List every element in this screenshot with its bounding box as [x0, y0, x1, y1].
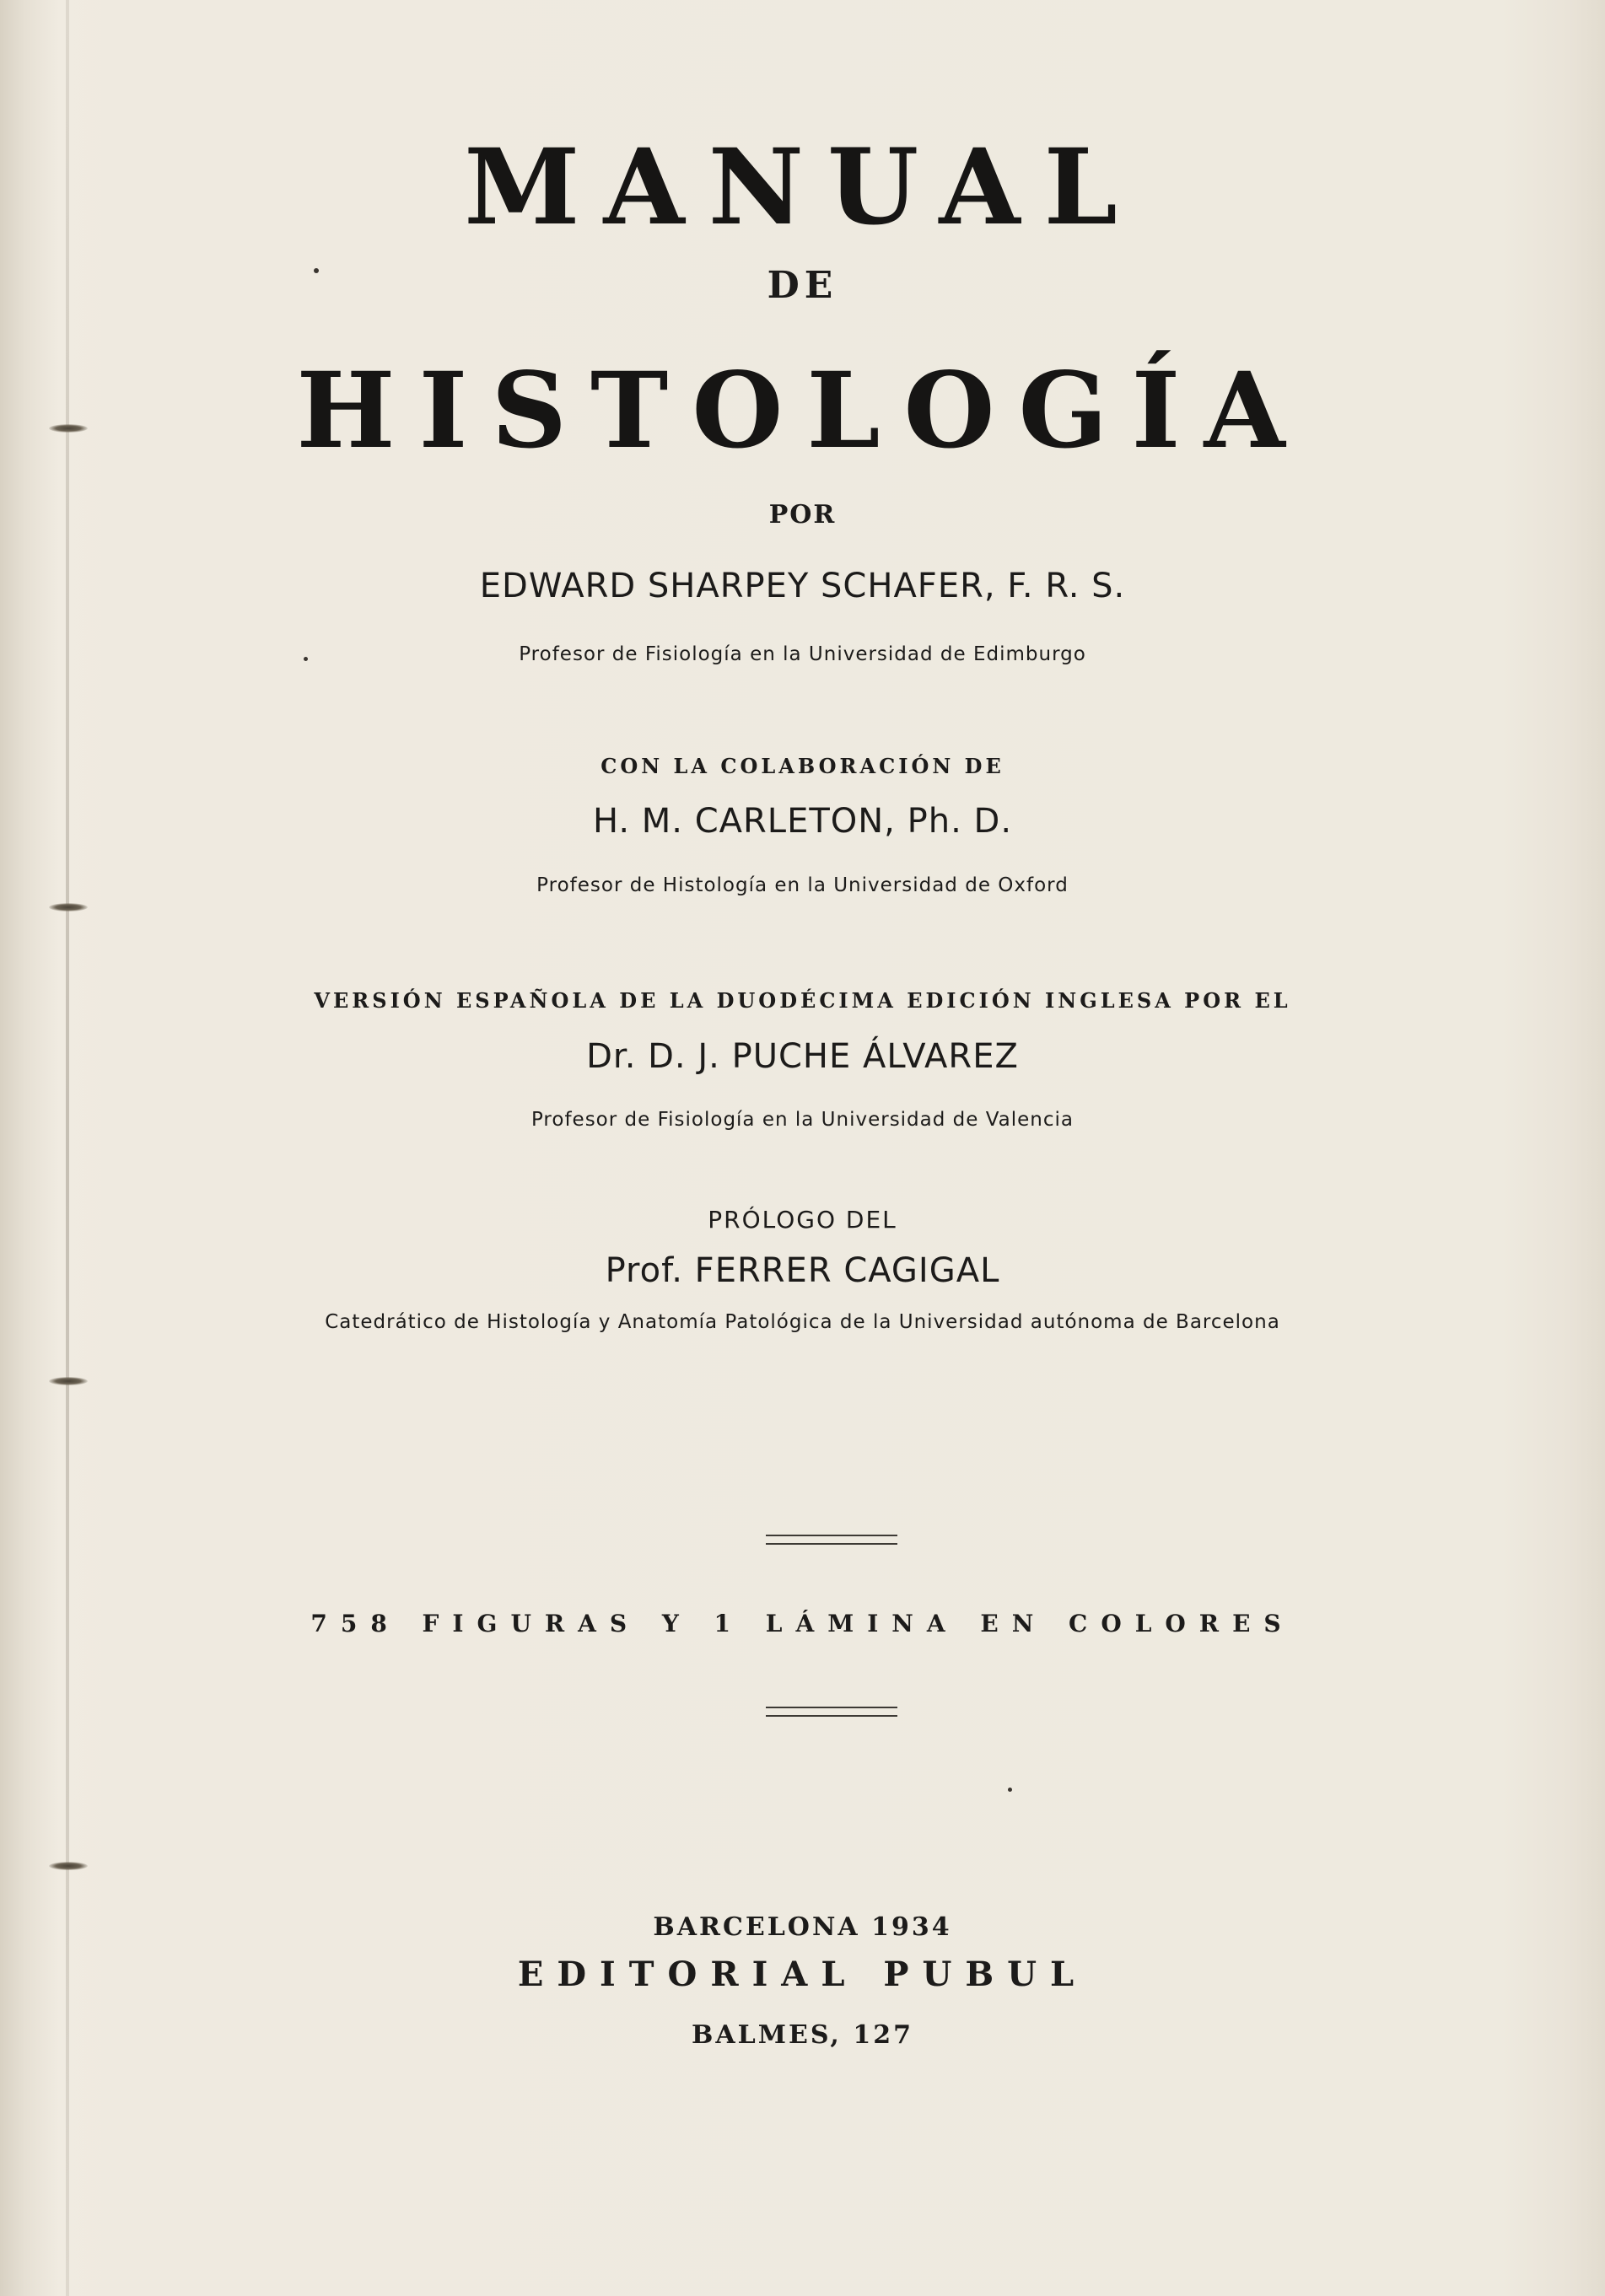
translator-heading: VERSIÓN ESPAÑOLA DE LA DUODÉCIMA EDICIÓN INGLESA POR EL — [314, 988, 1291, 1013]
prologue-author-name: Prof. FERRER CAGIGAL — [605, 1251, 1000, 1290]
author-affiliation: Profesor de Fisiología en la Universidad de Edimburgo — [519, 643, 1086, 665]
translator-name: Dr. D. J. PUCHE ÁLVAREZ — [586, 1037, 1019, 1076]
binding-stitch — [49, 1862, 88, 1870]
imprint-publisher: EDITORIAL PUBUL — [517, 1955, 1088, 1994]
title-line-histologia: HISTOLOGÍA — [296, 350, 1309, 472]
translator-affiliation: Profesor de Fisiología en la Universidad de Valencia — [531, 1109, 1074, 1131]
double-rule — [766, 1707, 897, 1717]
double-rule — [766, 1535, 897, 1545]
imprint-place-year: BARCELONA 1934 — [653, 1912, 952, 1942]
title-line-manual: MANUAL — [464, 126, 1141, 249]
author-name: EDWARD SHARPEY SCHAFER, F. R. S. — [479, 567, 1126, 605]
by-label: POR — [768, 500, 837, 530]
prologue-author-affiliation: Catedrático de Histología y Anatomía Patológica de la Universidad autónoma de Barcelona — [325, 1311, 1280, 1333]
prologue-heading: PRÓLOGO DEL — [708, 1206, 897, 1234]
binding-stitch — [49, 903, 88, 911]
binding-stitch — [49, 1377, 88, 1385]
collaborator-heading: CON LA COLABORACIÓN DE — [601, 754, 1004, 778]
title-line-de: DE — [767, 264, 838, 307]
illustrations-note: 758 FIGURAS Y 1 LÁMINA EN COLORES — [310, 1610, 1295, 1637]
ink-speck — [1008, 1788, 1012, 1792]
collaborator-affiliation: Profesor de Histología en la Universidad de Oxford — [536, 874, 1069, 896]
collaborator-name: H. M. CARLETON, Ph. D. — [592, 802, 1013, 841]
imprint-address: BALMES, 127 — [692, 2020, 913, 2050]
binding-gutter — [66, 0, 69, 2296]
